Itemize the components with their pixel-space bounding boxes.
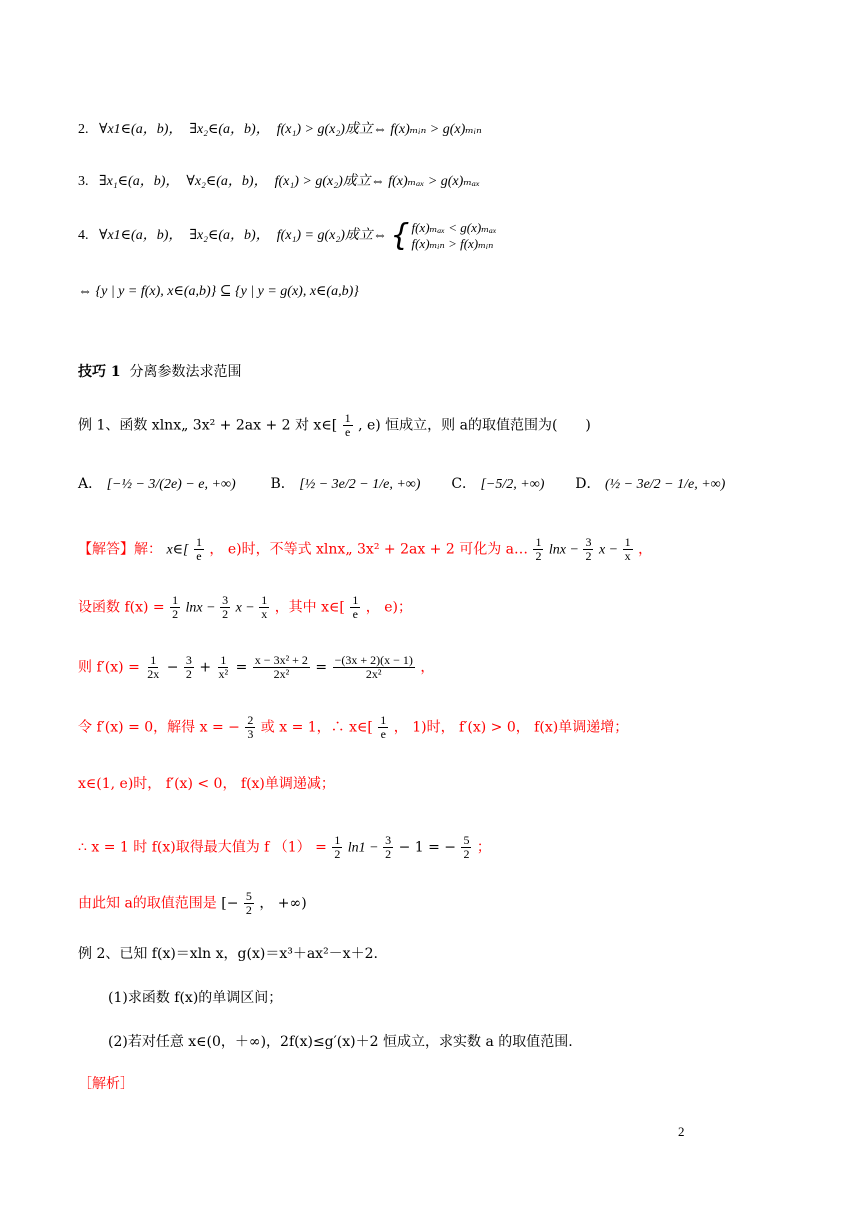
fraction: $\frac{3}{2}$ bbox=[222, 593, 229, 621]
quantifier-2: ∀x₂∈(a，b)， bbox=[186, 174, 268, 189]
option-a: [−½ − 3/(2e) − e, +∞) bbox=[106, 477, 236, 492]
math: = bbox=[235, 659, 252, 676]
option-b-label: B． bbox=[270, 476, 295, 492]
condition-item-3 bbox=[78, 172, 480, 192]
page-number: 2 bbox=[678, 1124, 685, 1139]
math: ， +∞) bbox=[259, 895, 307, 912]
math: x − bbox=[598, 542, 622, 558]
condition-text: f(x₁) > g(x₂)成立⇔ f(x)ₘₐₓ > g(x)ₘₐₓ bbox=[274, 174, 480, 189]
example-1-stem bbox=[78, 412, 591, 439]
tip-label: 技巧 1 bbox=[78, 364, 121, 380]
quantifier-1: ∃x₁∈(a，b)， bbox=[99, 174, 180, 189]
math: = bbox=[315, 659, 332, 676]
fraction: $\frac{1}{x}$ bbox=[261, 593, 268, 621]
option-c: [−5/2, +∞) bbox=[480, 477, 545, 492]
system-row-2: f(x)ₘᵢₙ > f(x)ₘᵢₙ bbox=[411, 236, 494, 251]
math: + bbox=[199, 659, 216, 676]
math: ln1 − bbox=[347, 840, 383, 856]
math: x∈[ bbox=[166, 542, 189, 558]
solution-text: 则 f′(x) = bbox=[78, 659, 145, 676]
tip-heading bbox=[78, 362, 242, 382]
condition-item-4 bbox=[78, 220, 497, 252]
system-row-1: f(x)ₘₐₓ < g(x)ₘₐₓ bbox=[411, 220, 497, 235]
example-2-question-2: (2)若对任意 x∈(0，＋∞)，2f(x)≤g′(x)＋2 恒成立，求实数 a 的取值范围. bbox=[108, 1034, 573, 1050]
example-2-question-1: (1)求函数 f(x)的单调区间； bbox=[108, 990, 283, 1006]
solution-line-7 bbox=[78, 890, 307, 917]
option-a-label: A． bbox=[78, 476, 103, 492]
fraction: $\frac{1}{e}$ bbox=[352, 593, 359, 621]
solution-text: ， e)； bbox=[365, 599, 412, 616]
condition-text: f(x₁) > g(x₂)成立⇔ f(x)ₘᵢₙ > g(x)ₘᵢₙ bbox=[276, 122, 482, 137]
stem-text: , e) 恒成立，则 a的取值范围为( ) bbox=[358, 417, 591, 434]
fraction: $\frac{1}{2}$ bbox=[172, 593, 179, 621]
quantifier-2: ∃x₂∈(a，b)， bbox=[189, 228, 270, 244]
condition-item-2 bbox=[78, 120, 482, 140]
quantifier-1: ∀x1∈(a，b)， bbox=[99, 228, 183, 244]
fraction: $\frac{5}{2}$ bbox=[245, 889, 252, 917]
solution-heading: 【解答】解： bbox=[78, 541, 162, 558]
math: − 1 = − bbox=[398, 839, 457, 856]
tip-title: 分离参数法求范围 bbox=[129, 364, 242, 380]
option-d-label: D． bbox=[575, 476, 601, 492]
set-inclusion-line: ⇔ {y | y = f(x), x∈(a,b)} ⊆ {y | y = g(x), x∈(a,b)} bbox=[78, 284, 359, 299]
fraction: $\frac{1}{e}$ bbox=[344, 411, 351, 439]
fraction: $\frac{1}{2x}$ bbox=[147, 653, 160, 681]
solution-line-2 bbox=[78, 594, 412, 621]
condition-text: f(x₁) = g(x₂)成立⇔ bbox=[276, 228, 387, 244]
analysis-heading: ［解析］ bbox=[78, 1076, 134, 1092]
fraction: $\frac{3}{2}$ bbox=[385, 833, 392, 861]
fraction: $\frac{2}{3}$ bbox=[247, 713, 254, 741]
fraction: $\frac{1}{2}$ bbox=[334, 833, 341, 861]
math: lnx − bbox=[548, 542, 583, 558]
math: [− bbox=[221, 895, 239, 912]
solution-text: ， bbox=[638, 541, 653, 558]
fraction: $\frac{3}{2}$ bbox=[585, 535, 592, 563]
solution-text: ∴ x = 1 时 f(x)取得最大值为 f （1） = bbox=[78, 839, 332, 856]
fraction: $\frac{5}{2}$ bbox=[463, 833, 470, 861]
fraction: $\frac{1}{e}$ bbox=[195, 535, 202, 563]
item-number: 4. bbox=[78, 228, 89, 244]
quantifier-1: ∀x1∈(a，b)， bbox=[99, 122, 183, 137]
solution-text: ； bbox=[476, 839, 491, 856]
solution-text: ，其中 x∈[ bbox=[274, 599, 345, 616]
solution-text: 令 f′(x) = 0，解得 x = − bbox=[78, 719, 240, 736]
example-1-options bbox=[78, 474, 725, 495]
solution-text: ， 1)时， f′(x) > 0， f(x)单调递增； bbox=[393, 719, 629, 736]
option-b: [½ − 3e/2 − 1/e, +∞) bbox=[299, 477, 421, 492]
quantifier-2: ∃x₂∈(a，b)， bbox=[189, 122, 270, 137]
example-2-stem: 例 2、已知 f(x)＝xln x，g(x)＝x³＋ax²－x＋2. bbox=[78, 946, 378, 962]
fraction: $\frac{1}{2}$ bbox=[535, 535, 542, 563]
fraction: $\frac{1}{\text{x²}}$ bbox=[218, 653, 229, 681]
item-number: 3. bbox=[78, 174, 89, 189]
fraction: $\frac{3}{2}$ bbox=[185, 653, 192, 681]
solution-line-6 bbox=[78, 834, 491, 861]
item-number: 2. bbox=[78, 122, 89, 137]
solution-text: 由此知 a的取值范围是 bbox=[78, 895, 217, 912]
system-brace: { f(x)ₘₐₓ < g(x)ₘₐₓ f(x)ₘᵢₙ > f(x)ₘᵢₙ bbox=[390, 218, 497, 253]
solution-line-3 bbox=[78, 654, 434, 681]
solution-line-4 bbox=[78, 714, 628, 741]
solution-text: ， e)时，不等式 xlnx„ 3x² + 2ax + 2 可化为 a… bbox=[209, 541, 529, 558]
fraction: $\frac{\text{x − 3x² + 2}}{\text{2x²}}$ bbox=[254, 653, 308, 681]
solution-text: ， bbox=[420, 659, 435, 676]
fraction: $\frac{1}{x}$ bbox=[624, 535, 631, 563]
solution-line-1 bbox=[78, 536, 652, 563]
math: lnx − bbox=[185, 600, 220, 616]
option-d: (½ − 3e/2 − 1/e, +∞) bbox=[604, 477, 726, 492]
stem-text: 例 1、函数 xlnx„ 3x² + 2ax + 2 对 x∈[ bbox=[78, 417, 338, 434]
fraction: $\frac{1}{e}$ bbox=[380, 713, 387, 741]
solution-text: 设函数 f(x) = bbox=[78, 599, 170, 616]
fraction: $\frac{-(3x + 2)(x - 1)}{\text{2x²}}$ bbox=[334, 653, 413, 681]
solution-line-5: x∈(1, e)时， f′(x) < 0， f(x)单调递减； bbox=[78, 776, 335, 792]
math: − bbox=[166, 659, 183, 676]
solution-text: 或 x = 1，∴ x∈[ bbox=[260, 719, 373, 736]
math: x − bbox=[235, 600, 259, 616]
option-c-label: C． bbox=[451, 476, 477, 492]
